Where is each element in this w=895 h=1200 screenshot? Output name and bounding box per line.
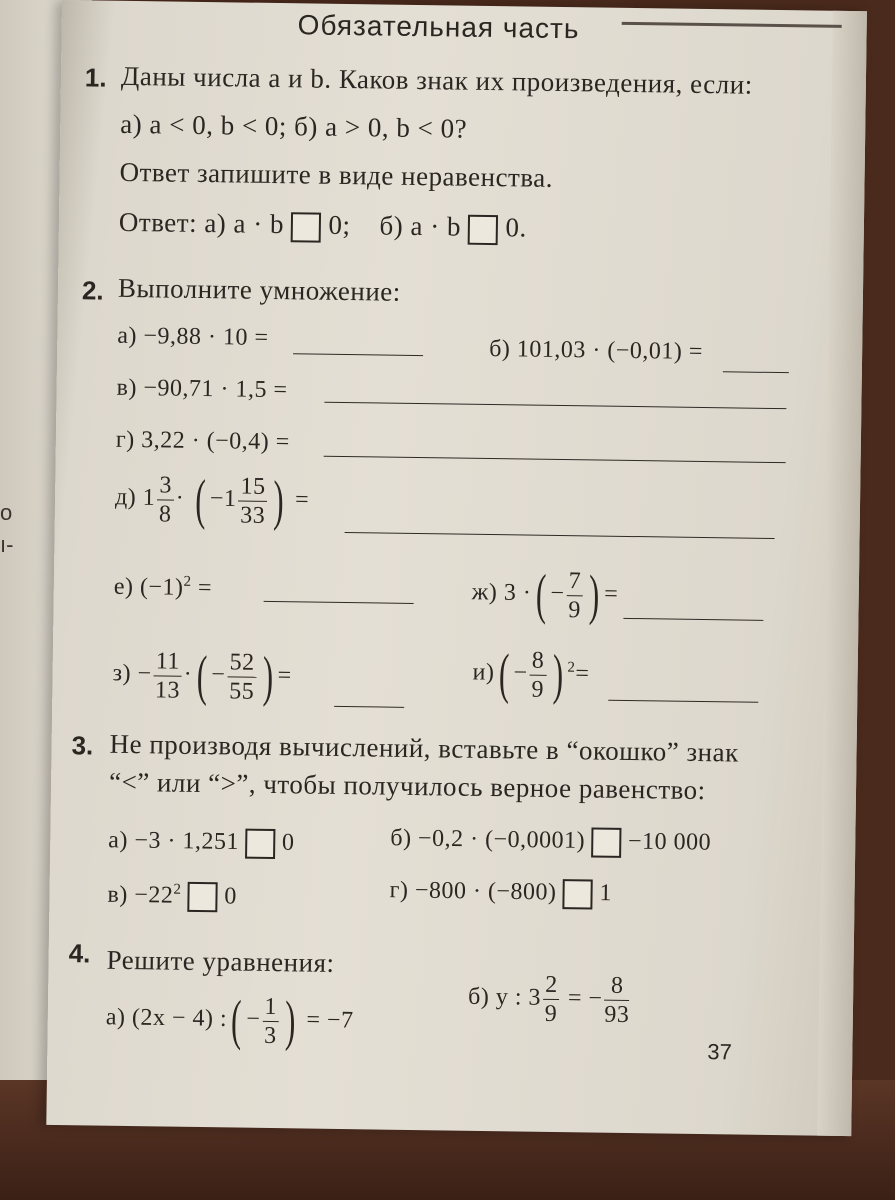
task2-item-zh bbox=[471, 563, 619, 627]
fraction bbox=[157, 473, 174, 526]
sign-box[interactable] bbox=[188, 882, 218, 912]
minus-sign: − bbox=[550, 580, 565, 607]
denominator: 8 bbox=[158, 500, 172, 528]
numerator: 8 bbox=[530, 648, 547, 675]
task3-item-v bbox=[107, 881, 237, 913]
numerator: 3 bbox=[157, 473, 174, 500]
task2-item-g: г) 3,22 · (−0,4) = bbox=[115, 426, 290, 456]
fraction bbox=[543, 973, 560, 1026]
denominator: 9 bbox=[544, 1000, 558, 1028]
sign-box[interactable] bbox=[591, 827, 621, 857]
equals-minus: = − bbox=[567, 985, 603, 1012]
numerator: 52 bbox=[227, 650, 256, 677]
answer-a-label: Ответ: а) a · b bbox=[118, 206, 285, 240]
answer-a-box[interactable] bbox=[291, 212, 321, 242]
task-number: 2. bbox=[81, 275, 104, 306]
page-number: 37 bbox=[707, 1039, 733, 1065]
task2-item-d bbox=[114, 468, 310, 533]
book-page bbox=[46, 0, 867, 1136]
paren-close: ) bbox=[588, 564, 601, 627]
task1-answer bbox=[119, 207, 527, 245]
fraction bbox=[227, 650, 257, 703]
page-edge bbox=[817, 11, 867, 1136]
exponent: 2 bbox=[183, 573, 192, 590]
item-g-expression: г) −800 · (−800) bbox=[389, 877, 557, 906]
numerator: 11 bbox=[154, 649, 182, 676]
header-rule bbox=[622, 8, 842, 28]
item-zh-label: ж) 3 · bbox=[471, 579, 532, 607]
numerator: 2 bbox=[543, 973, 560, 1000]
task-number: 3. bbox=[71, 730, 94, 761]
task3-text-line1: Не производя вычислений, вставьте в “окошко” знак bbox=[109, 728, 739, 768]
task2-item-v: в) −90,71 · 1,5 = bbox=[116, 374, 288, 404]
fraction bbox=[262, 994, 279, 1047]
answer-line[interactable] bbox=[623, 618, 763, 621]
left-page-fragment: о bbox=[0, 500, 13, 525]
multiply-sign: · bbox=[183, 661, 193, 688]
item-b-expression: б) −0,2 · (−0,0001) bbox=[390, 825, 586, 854]
task3-item-a bbox=[108, 827, 295, 860]
item-z-label: з) − bbox=[112, 660, 152, 687]
equals-sign: = bbox=[604, 581, 619, 608]
denominator: 13 bbox=[154, 676, 181, 704]
task4-item-b bbox=[468, 972, 632, 1027]
task-number: 4. bbox=[68, 938, 91, 969]
paren-open: ( bbox=[194, 468, 207, 532]
item-i-label: и) bbox=[472, 659, 495, 686]
paren-close: ) bbox=[273, 470, 285, 533]
task-number: 1. bbox=[84, 62, 107, 93]
item-a-label: а) (2x − 4) : bbox=[105, 1004, 228, 1032]
denominator: 93 bbox=[604, 1001, 630, 1029]
numerator: 15 bbox=[238, 474, 267, 501]
fraction bbox=[153, 649, 182, 702]
minus-sign: − bbox=[211, 661, 226, 688]
item-v-tail: 0 bbox=[224, 883, 238, 910]
numerator: 8 bbox=[605, 974, 630, 1001]
task2-text: Выполните умножение: bbox=[117, 272, 401, 307]
answer-a-tail: 0; bbox=[328, 209, 351, 241]
paren-open: ( bbox=[535, 563, 547, 626]
item-e-label: е) (−1) bbox=[113, 573, 184, 601]
task1-instruction: Ответ запишите в виде неравенства. bbox=[119, 156, 554, 193]
task2-item-z bbox=[112, 644, 292, 709]
minus-sign: − bbox=[513, 659, 528, 687]
sign-box[interactable] bbox=[563, 879, 593, 909]
task3-text-line2: “<” или “>”, чтобы получилось верное равенство: bbox=[108, 766, 706, 806]
answer-b-label: б) a · b bbox=[379, 210, 462, 242]
answer-line[interactable] bbox=[334, 706, 404, 708]
sign-box[interactable] bbox=[245, 829, 275, 859]
equals-sign: = bbox=[277, 662, 292, 689]
task2-item-a: а) −9,88 · 10 = bbox=[117, 322, 269, 351]
answer-line[interactable] bbox=[723, 371, 789, 373]
denominator: 9 bbox=[531, 676, 545, 703]
denominator: 3 bbox=[263, 1022, 277, 1049]
equals-sign: = bbox=[294, 486, 310, 514]
task2-item-b: б) 101,03 · (−0,01) = bbox=[488, 335, 704, 365]
task3-item-b bbox=[390, 825, 711, 859]
paren-close: ) bbox=[284, 990, 297, 1053]
item-b-label: б) y : 3 bbox=[467, 983, 542, 1011]
answer-line[interactable] bbox=[345, 532, 775, 539]
exponent: 2 bbox=[567, 659, 576, 676]
paren-open: ( bbox=[230, 989, 243, 1052]
answer-line[interactable] bbox=[293, 353, 423, 356]
paren-close: ) bbox=[262, 645, 274, 709]
answer-b-box[interactable] bbox=[468, 214, 498, 244]
denominator: 55 bbox=[229, 677, 255, 705]
denominator: 33 bbox=[240, 502, 266, 529]
item-v-expression: в) −22 bbox=[107, 881, 174, 909]
fraction bbox=[604, 974, 630, 1027]
equals-sign: = bbox=[197, 574, 213, 602]
answer-line[interactable] bbox=[264, 601, 414, 604]
fraction bbox=[566, 569, 583, 622]
answer-b-tail: 0. bbox=[505, 212, 527, 243]
paren-close: ) bbox=[552, 643, 564, 707]
item-a-expression: а) −3 · 1,251 bbox=[108, 827, 240, 856]
paren-open: ( bbox=[196, 644, 208, 708]
item-g-tail: 1 bbox=[599, 880, 613, 907]
denominator: 9 bbox=[568, 596, 581, 623]
task1-cases: а) a < 0, b < 0; б) a > 0, b < 0? bbox=[120, 108, 468, 144]
task4-text: Решите уравнения: bbox=[106, 944, 335, 978]
task4-item-a bbox=[105, 989, 354, 1053]
mixed-whole: −1 bbox=[209, 485, 237, 512]
answer-line[interactable] bbox=[324, 402, 786, 409]
task2-item-e bbox=[114, 573, 213, 602]
answer-line[interactable] bbox=[324, 456, 786, 463]
numerator: 7 bbox=[567, 569, 584, 596]
task1-text: Даны числа a и b. Каков знак их произведения, если: bbox=[120, 60, 753, 100]
item-d-label: д) 1 bbox=[114, 484, 156, 511]
task2-item-i bbox=[472, 643, 590, 707]
minus-sign: − bbox=[246, 1006, 261, 1033]
equals-sign: = bbox=[575, 660, 590, 687]
paren-open: ( bbox=[498, 643, 510, 706]
multiply-sign: · bbox=[175, 485, 191, 512]
left-page-fragment: ı- bbox=[0, 532, 14, 557]
exponent: 2 bbox=[173, 881, 182, 898]
item-a-tail: 0 bbox=[281, 829, 295, 856]
numerator: 1 bbox=[262, 994, 279, 1021]
answer-line[interactable] bbox=[608, 700, 758, 703]
fraction bbox=[529, 648, 546, 701]
item-a-tail: = −7 bbox=[306, 1007, 354, 1034]
fraction bbox=[238, 474, 268, 527]
task3-item-g bbox=[389, 877, 612, 910]
page-title: Обязательная часть bbox=[297, 9, 580, 45]
item-b-tail: −10 000 bbox=[627, 828, 712, 856]
